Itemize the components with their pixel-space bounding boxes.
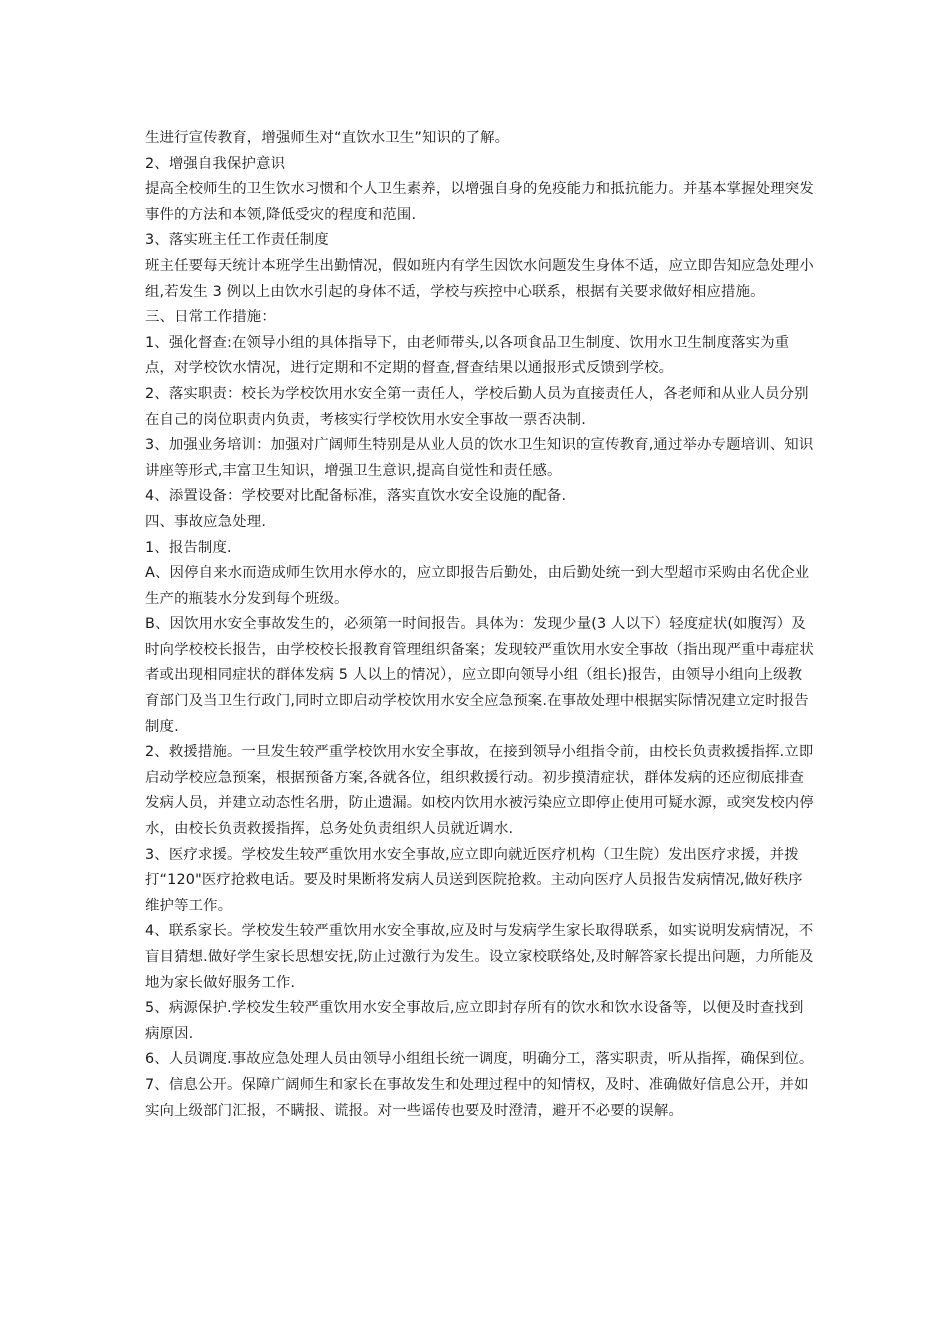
section-heading: 1、报告制度. [145,539,232,556]
paragraph: A、因停自来水而造成师生饮用水停水的，应立即报告后勤处，由后勤处统一到大型超市采购由名优企业生产的瓶装水分发到每个班级。 [145,565,810,607]
paragraph: B、因饮用水安全事故发生的，必须第一时间报告。具体为：发现少量(3 人以下）轻度症状(如腹泻）及时向学校校长报告，由学校校长报教育管理组织备案；发现较严重饮用水安全事故（指出现严重中毒症状者或出现相同症状的群体发病 5 人以上的情况），应立即向领导小组（组长)报告，由领导小组向上级教育部门及当卫生行政门,同时立即启动学校饮用水安全应急预案.在事故处理中根据实际情况建立定时报告制度. [145,616,814,735]
paragraph: 1、强化督查:在领导小组的具体指导下，由老师带头,以各项食品卫生制度、饮用水卫生制度落实为重点，对学校饮水情况，进行定期和不定期的督查,督查结果以通报形式反馈到学校。 [145,334,790,377]
document-body [145,126,815,1124]
section-heading: 3、落实班主任工作责任制度 [145,232,329,249]
section-heading: 2、增强自我保护意识 [145,155,286,172]
paragraph: 4、联系家长。学校发生较严重饮用水安全事故,应及时与发病学生家长取得联系，如实说明发病情况，不盲目猜想.做好学生家长思想安抚,防止过激行为发生。设立家校联络处,及时解答家长提出问题，力所能及地为家长做好服务工作. [145,923,814,991]
paragraph: 7、信息公开。保障广阔师生和家长在事故发生和处理过程中的知情权，及时、准确做好信息公开，并如实向上级部门汇报，不瞒报、谎报。对一些谣传也要及时澄清，避开不必要的误解。 [145,1076,809,1119]
paragraph: 2、落实职责：校长为学校饮用水安全第一责任人，学校后勤人员为直接责任人，各老师和从业人员分别在自己的岗位职责内负责，考核实行学校饮用水安全事故一票否决制. [145,385,809,428]
paragraph: 生进行宣传教育，增强师生对“直饮水卫生”知识的了解。 [145,130,510,146]
paragraph: 3、医疗求援。学校发生较严重饮用水安全事故,应立即向就近医疗机构（卫生院）发出医疗求援，并拨打“120"医疗抢救电话。要及时果断将发病人员送到医院抢救。主动向医疗人员报告发病情况,做好秩序维护等工作。 [145,846,803,914]
section-heading: 三、日常工作措施： [145,309,276,326]
paragraph: 班主任要每天统计本班学生出勤情况，假如班内有学生因饮水问题发生身体不适，应立即告知应急处理小组,若发生 3 例以上由饮水引起的身体不适，学校与疾控中心联系，根据有关要求做好相应措施。 [145,257,814,300]
paragraph: 2、救援措施。一旦发生较严重学校饮用水安全事故，在接到领导小组指令前，由校长负责救援指挥.立即启动学校应急预案，根据预备方案,各就各位，组织救援行动。初步摸清症状，群体发病的还应彻底排查发病人员，并建立动态性名册，防止遗漏。如校内饮用水被污染应立即停止使用可疑水源，或突发校内停水，由校长负责救援指挥，总务处负责组织人员就近调水. [145,744,814,838]
paragraph: 5、病源保护.学校发生较严重饮用水安全事故后,应立即封存所有的饮水和饮水设备等，以便及时查找到病原因. [145,1000,804,1042]
paragraph: 提高全校师生的卫生饮水习惯和个人卫生素养，以增强自身的免疫能力和抵抗能力。并基本掌握处理突发事件的方法和本领,降低受灾的程度和范围. [145,181,814,223]
paragraph: 3、加强业务培训：加强对广阔师生特别是从业人员的饮水卫生知识的宣传教育,通过举办专题培训、知识讲座等形式,丰富卫生知识，增强卫生意识,提高自觉性和责任感。 [145,437,814,479]
paragraph: 6、人员调度.事故应急处理人员由领导小组组长统一调度，明确分工，落实职责，听从指挥，确保到位。 [145,1051,814,1068]
paragraph: 4、添置设备：学校要对比配备标准，落实直饮水安全设施的配备. [145,488,567,505]
section-heading: 四、事故应急处理. [145,513,267,530]
